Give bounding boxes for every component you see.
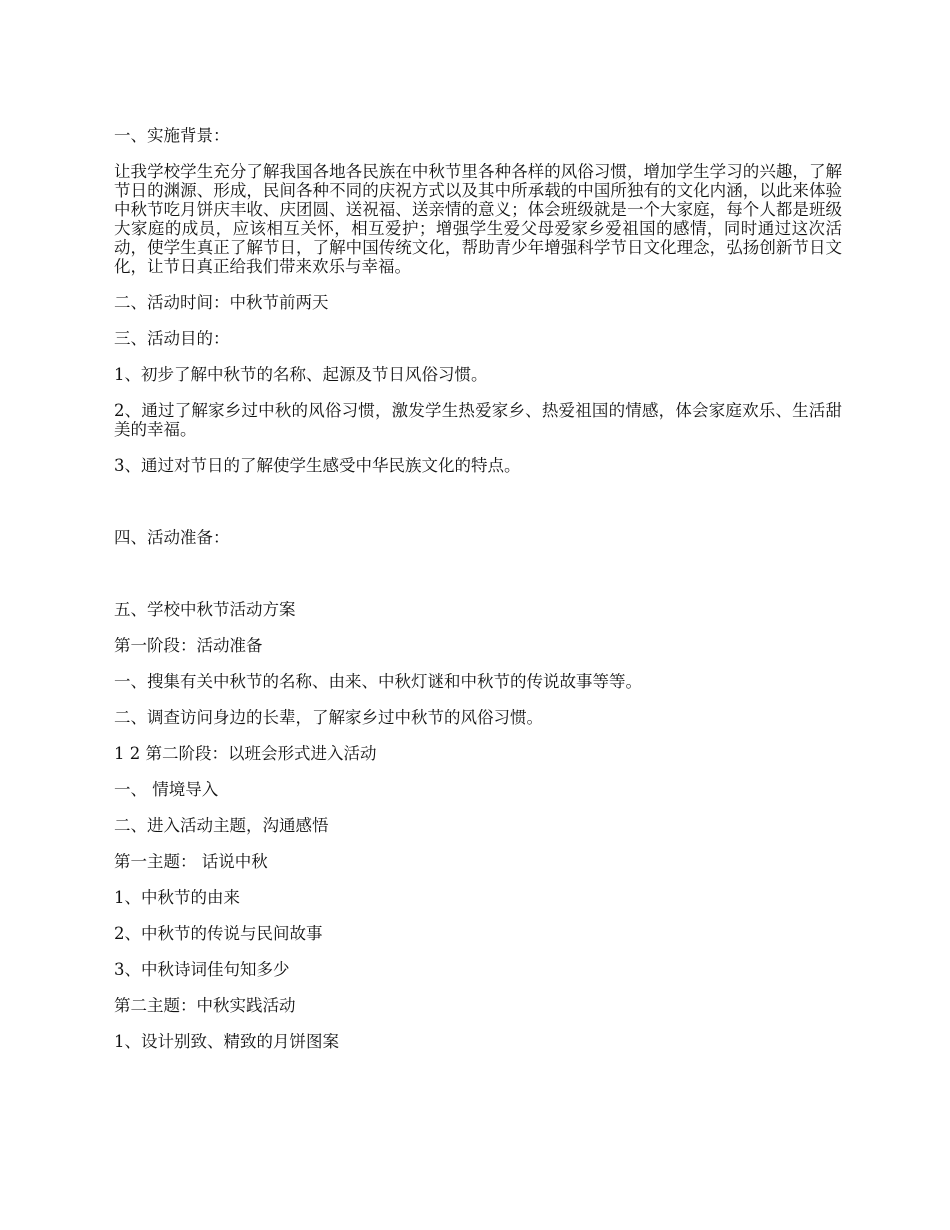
heading-activity-time: 二、活动时间：中秋节前两天 [114,293,329,312]
theme-two-heading: 第二主题：中秋实践活动 [114,996,296,1015]
document-body [114,126,842,1068]
stage-two-item-2: 二、进入活动主题，沟通感悟 [114,816,329,835]
purpose-item-2: 2、通过了解家乡过中秋的风俗习惯，激发学生热爱家乡、热爱祖国的情感，体会家庭欢乐、生活甜美的幸福。 [114,401,842,439]
theme-one-item-2: 2、中秋节的传说与民间故事 [114,924,323,943]
stage-two-heading: 1 2 第二阶段：以班会形式进入活动 [114,744,377,763]
theme-two-item-1: 1、设计别致、精致的月饼图案 [114,1032,339,1051]
stage-one-item-1: 一、搜集有关中秋节的名称、由来、中秋灯谜和中秋节的传说故事等等。 [114,672,642,691]
stage-one-item-2: 二、调查访问身边的长辈，了解家乡过中秋节的风俗习惯。 [114,708,543,727]
heading-activity-purpose: 三、活动目的： [114,329,230,348]
purpose-item-3: 3、通过对节日的了解使学生感受中华民族文化的特点。 [114,456,521,475]
purpose-item-1: 1、初步了解中秋节的名称、起源及节日风俗习惯。 [114,365,488,384]
theme-one-heading: 第一主题： 话说中秋 [114,852,268,871]
heading-activity-preparation: 四、活动准备： [114,528,230,547]
stage-one-heading: 第一阶段：活动准备 [114,636,263,655]
stage-two-item-1: 一、 情境导入 [114,780,219,799]
heading-school-plan: 五、学校中秋节活动方案 [114,600,296,619]
theme-one-item-1: 1、中秋节的由来 [114,888,240,907]
paragraph-background: 让我学校学生充分了解我国各地各民族在中秋节里各种各样的风俗习惯，增加学生学习的兴趣，了解节日的渊源、形成，民间各种不同的庆祝方式以及其中所承载的中国所独有的文化内涵，以此来体验中秋节吃月饼庆丰收、庆团圆、送祝福、送亲情的意义；体会班级就是一个大家庭，每个人都是班级大家庭的成员，应该相互关怀，相互爱护；增强学生爱父母爱家乡爱祖国的感情，同时通过这次活动，使学生真正了解节日，了解中国传统文化，帮助青少年增强科学节日文化理念，弘扬创新节日文化，让节日真正给我们带来欢乐与幸福。 [114,162,842,276]
heading-background: 一、实施背景： [114,126,230,145]
theme-one-item-3: 3、中秋诗词佳句知多少 [114,960,290,979]
